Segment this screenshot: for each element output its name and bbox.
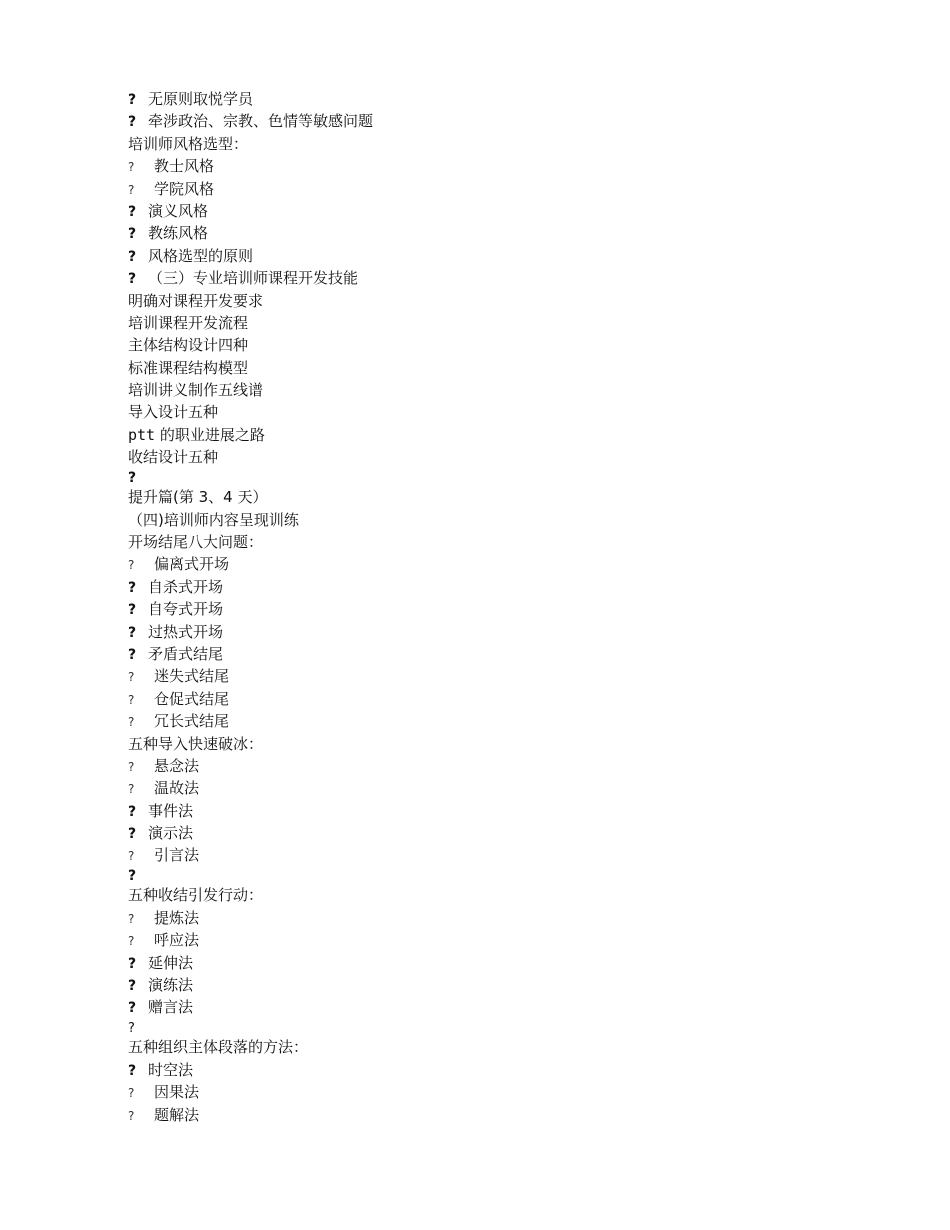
bullet-glyph: ? [128, 759, 135, 774]
bullet-glyph: ? [128, 826, 137, 843]
list-item-text: 风格选型的原则 [148, 246, 254, 265]
section-heading: 培训师风格选型： [128, 134, 249, 153]
bullet-glyph: ? [128, 160, 135, 175]
section-heading: 开场结尾八大问题： [128, 533, 264, 552]
list-item [128, 200, 828, 222]
code-text: ptt [128, 425, 156, 444]
list-item [128, 178, 828, 200]
text-line: 收结设计五种 [128, 448, 219, 467]
bullet-glyph: ? [128, 849, 135, 864]
list-item-text: 呼应法 [154, 931, 200, 950]
bullet-glyph: ? [128, 715, 135, 730]
list-item [128, 110, 828, 132]
list-item [128, 688, 828, 710]
bullet-glyph: ? [128, 1086, 135, 1101]
section-heading: 五种导入快速破冰： [128, 734, 264, 753]
list-item [128, 155, 828, 177]
list-item-text: 温故法 [154, 779, 200, 798]
list-item [128, 974, 828, 996]
section-heading: 五种组织主体段落的方法： [128, 1038, 309, 1057]
list-item [128, 665, 828, 687]
bullet-glyph: ? [128, 271, 137, 288]
list-item-text: 演练法 [148, 976, 194, 995]
list-item [128, 598, 828, 620]
bullet-glyph: ? [128, 867, 137, 884]
list-item [128, 755, 828, 777]
bullet-glyph: ? [128, 226, 137, 243]
bullet-glyph: ? [128, 803, 137, 820]
list-item-text: 自夸式开场 [148, 600, 224, 619]
bullet-glyph: ? [128, 782, 135, 797]
document-body [128, 88, 828, 1126]
bullet-glyph: ? [128, 1062, 137, 1079]
list-item-text: 牵涉政治、宗教、色情等敏感问题 [148, 112, 374, 131]
list-item [128, 907, 828, 929]
bullet-glyph: ? [128, 911, 135, 926]
list-item [128, 777, 828, 799]
list-item [128, 1104, 828, 1126]
list-item [128, 88, 828, 110]
list-item [128, 1081, 828, 1103]
list-item-text: 矛盾式结尾 [148, 644, 224, 663]
bullet-glyph: ? [128, 182, 135, 197]
bullet-glyph: ? [128, 558, 135, 573]
bullet-glyph: ? [128, 670, 135, 685]
bullet-glyph: ? [128, 579, 137, 596]
list-item-text: 学院风格 [154, 179, 215, 198]
list-item [128, 822, 828, 844]
empty-bullet-line [128, 469, 828, 487]
section-heading: 五种收结引发行动： [128, 886, 264, 905]
list-item-text: （三）专业培训师课程开发技能 [148, 269, 359, 288]
bullet-glyph: ? [128, 955, 137, 972]
section-heading: 提升篇(第 3、4 天） [128, 488, 268, 507]
list-item [128, 844, 828, 866]
bullet-glyph: ? [128, 646, 137, 663]
list-item-text: 时空法 [148, 1060, 194, 1079]
list-item-text: 教练风格 [148, 224, 209, 243]
list-item-text: 因果法 [154, 1083, 200, 1102]
bullet-glyph: ? [128, 602, 137, 619]
list-item-text: 演示法 [148, 824, 194, 843]
list-item-text: 自杀式开场 [148, 577, 224, 596]
text-line-rest: 的职业进展之路 [155, 425, 265, 444]
list-item-text: 迷失式结尾 [154, 667, 230, 686]
list-item-text: 过热式开场 [148, 622, 224, 641]
text-line [128, 424, 828, 446]
list-item [128, 553, 828, 575]
bullet-glyph: ? [128, 469, 137, 486]
list-item-text: 演义风格 [148, 201, 209, 220]
text-line: 培训课程开发流程 [128, 313, 249, 332]
list-item [128, 245, 828, 267]
bullet-glyph: ? [128, 692, 135, 707]
empty-bullet-line [128, 1019, 828, 1037]
list-item [128, 996, 828, 1018]
empty-bullet-line [128, 867, 828, 885]
list-item [128, 576, 828, 598]
text-line: 主体结构设计四种 [128, 336, 249, 355]
list-item [128, 267, 828, 289]
bullet-glyph: ? [128, 1000, 137, 1017]
list-item [128, 643, 828, 665]
list-item-text: 仓促式结尾 [154, 689, 230, 708]
list-item-text: 赠言法 [148, 998, 194, 1017]
bullet-glyph: ? [128, 978, 137, 995]
list-item [128, 1059, 828, 1081]
list-item [128, 222, 828, 244]
list-item [128, 621, 828, 643]
text-line: 标准课程结构模型 [128, 358, 249, 377]
bullet-glyph: ? [128, 114, 137, 131]
text-line: 培训讲义制作五线谱 [128, 381, 264, 400]
list-item-text: 教士风格 [154, 157, 215, 176]
bullet-glyph: ? [128, 92, 137, 108]
list-item-text: 引言法 [154, 846, 200, 865]
bullet-glyph: ? [128, 624, 137, 641]
list-item-text: 事件法 [148, 801, 194, 820]
bullet-glyph: ? [128, 248, 137, 265]
list-item [128, 710, 828, 732]
list-item-text: 提炼法 [154, 908, 200, 927]
list-item [128, 800, 828, 822]
bullet-glyph: ? [128, 203, 137, 220]
list-item-text: 延伸法 [148, 953, 194, 972]
bullet-glyph: ? [128, 1020, 135, 1036]
list-item-text: 无原则取悦学员 [148, 90, 254, 108]
list-item-text: 题解法 [154, 1105, 200, 1124]
bullet-glyph: ? [128, 1108, 135, 1123]
bullet-glyph: ? [128, 934, 135, 949]
list-item [128, 929, 828, 951]
text-line: 明确对课程开发要求 [128, 291, 264, 310]
list-item [128, 952, 828, 974]
text-line: 导入设计五种 [128, 403, 219, 422]
list-item-text: 冗长式结尾 [154, 712, 230, 731]
list-item-text: 偏离式开场 [154, 555, 230, 574]
section-heading: （四)培训师内容呈现训练 [128, 510, 299, 529]
list-item-text: 悬念法 [154, 756, 200, 775]
